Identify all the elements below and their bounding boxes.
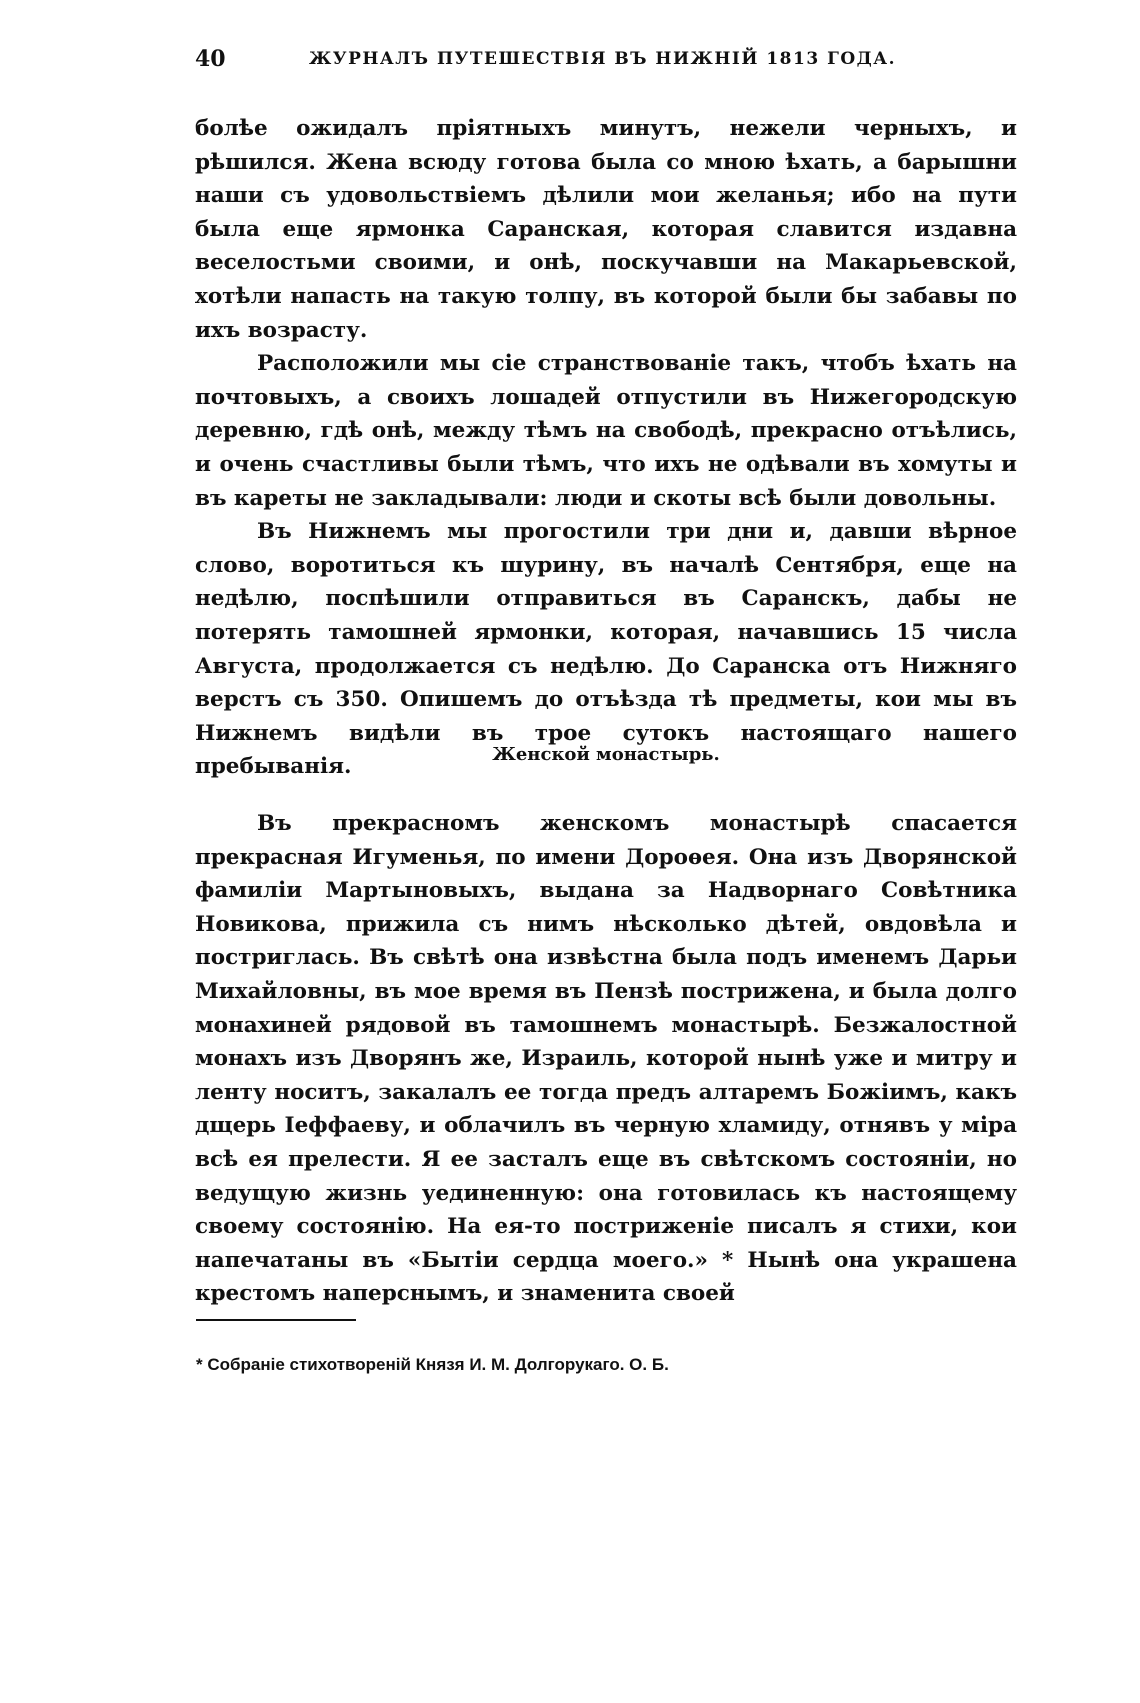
paragraph: болѣе ожидалъ пріятныхъ минутъ, нежели черныхъ, и рѣшился. Жена всюду готова была со мною ѣхать, а барышни наши съ удовольствіемъ дѣлили мои желанья; ибо на пути была еще ярмонка Саранская, которая славится издавна веселостьми своими, и онѣ, поскучавши на Макарьевской, хотѣли напасть на такую толпу, въ которой были бы забавы по ихъ возрасту.	[195, 116, 1017, 343]
paragraph: Въ прекрасномъ женскомъ монастырѣ спасается прекрасная Игуменья, по имени Дороѳея. Она изъ Дворянской фамиліи Мартыновыхъ, выдана за Надворнаго Совѣтника Новикова, прижила съ нимъ нѣсколько дѣтей, овдовѣла и постриглась. Въ свѣтѣ она извѣстна была подъ именемъ Дарьи Михайловны, въ мое время въ Пензѣ пострижена, и была долго монахиней рядовой въ тамошнемъ монастырѣ. Безжалостной монахъ изъ Дворянъ же, Израиль, которой нынѣ уже и митру и ленту носитъ, закалалъ ее тогда предъ алтаремъ Божіимъ, какъ дщерь Іеффаеву, и облачилъ въ черную хламиду, отнявъ у міра всѣ ея прелести. Я ее засталъ еще въ свѣтскомъ состояніи, но ведущую жизнь уединенную: она готовилась къ настоящему своему состоянію. На ея-то постриженіе писалъ я стихи, кои напечатаны въ «Бытіи сердца моего.» * Нынѣ она украшена крестомъ наперснымъ, и знаменита своей	[195, 811, 1017, 1307]
body-text-bottom	[195, 807, 1017, 1311]
section-heading: Женской монастырь.	[492, 744, 720, 765]
body-text-top	[195, 112, 1017, 784]
paragraph: Въ Нижнемъ мы прогостили три дни и, давши вѣрное слово, воротиться къ шурину, въ началѣ Сентября, еще на недѣлю, поспѣшили отправиться въ Саранскъ, дабы не потерять тамошней ярмонки, которая, начавшись 15 числа Августа, продолжается съ недѣлю. До Саранска отъ Нижняго верстъ съ 350. Опишемъ до отъѣзда тѣ предметы, кои мы въ Нижнемъ видѣли въ трое сутокъ настоящаго нашего пребыванія.	[195, 519, 1017, 780]
footnote-divider	[196, 1319, 356, 1321]
running-head	[195, 46, 1010, 80]
paragraph: Расположили мы сіе странствованіе такъ, чтобъ ѣхать на почтовыхъ, а своихъ лошадей отпустили въ Нижегородскую деревню, гдѣ онѣ, между тѣмъ на свободѣ, прекрасно отъѣлись, и очень счастливы были тѣмъ, что ихъ не одѣвали въ хомуты и въ кареты не закладывали: люди и скоты всѣ были довольны.	[195, 351, 1017, 511]
footnote: * Собраніе стихотвореній Князя И. М. Долгорукаго. О. Б.	[196, 1355, 669, 1374]
page-number: 40	[195, 46, 226, 72]
running-head-title: ЖУРНАЛЪ ПУТЕШЕСТВІЯ ВЪ НИЖНІЙ 1813 ГОДА.	[308, 49, 897, 69]
